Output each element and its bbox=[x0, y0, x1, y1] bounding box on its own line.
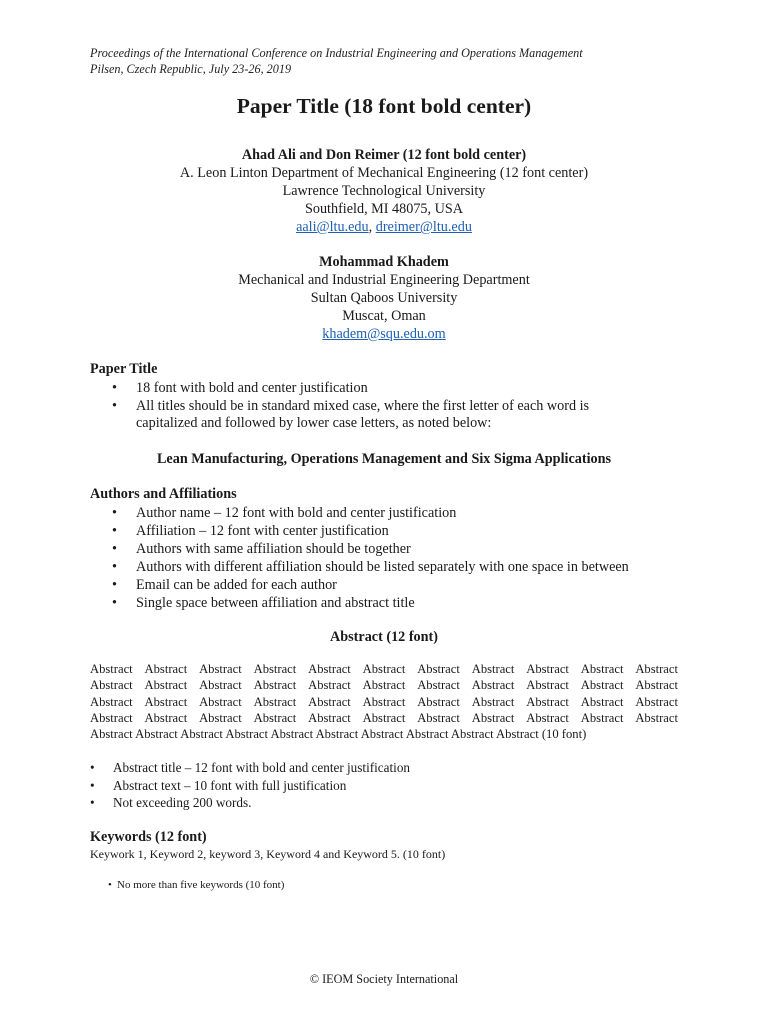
list-item: • Author name – 12 font with bold and center justification bbox=[90, 504, 710, 522]
email-link-dreimer[interactable]: dreimer@ltu.edu bbox=[375, 219, 472, 235]
authors-bullets bbox=[90, 504, 710, 612]
abstract-word: Abstract bbox=[580, 662, 624, 676]
proceedings-header bbox=[90, 45, 583, 77]
abstract-word: Abstract bbox=[580, 710, 624, 725]
abstract-word: Abstract bbox=[471, 662, 515, 676]
keywords-bullets bbox=[90, 878, 690, 892]
abstract-word: Abstract bbox=[308, 678, 351, 693]
abstract-word: Abstract bbox=[526, 694, 569, 709]
abstract-word: Abstract bbox=[144, 678, 188, 693]
author-dept-2: Mechanical and Industrial Engineering Department bbox=[238, 272, 530, 288]
email-link-khadem[interactable]: khadem@squ.edu.om bbox=[322, 326, 446, 342]
abstract-word: Abstract bbox=[90, 694, 133, 709]
abstract-word: Abstract bbox=[417, 662, 460, 676]
abstract-word: Abstract bbox=[253, 694, 297, 709]
abstract-word: Abstract bbox=[253, 710, 297, 725]
abstract-word: Abstract bbox=[253, 678, 297, 693]
abstract-word: Abstract bbox=[90, 710, 133, 725]
author-email-2 bbox=[0, 326, 768, 344]
section-heading-paper-title: Paper Title bbox=[90, 361, 158, 377]
page-footer: © IEOM Society International bbox=[309, 972, 459, 986]
list-item: • Authors with different affiliation should be listed separately with one space in between bbox=[90, 558, 710, 576]
abstract-text bbox=[90, 661, 678, 742]
paper-title: Paper Title (18 font bold center) bbox=[236, 94, 532, 118]
author-university-2: Sultan Qaboos University bbox=[310, 290, 458, 306]
abstract-row bbox=[90, 694, 678, 710]
list-item: • 18 font with bold and center justification bbox=[90, 379, 690, 397]
list-item: • Abstract text – 10 font with full justification bbox=[90, 777, 690, 795]
list-item: • No more than five keywords (10 font) bbox=[90, 878, 690, 892]
list-item: • Affiliation – 12 font with center justification bbox=[90, 522, 710, 540]
abstract-word: Abstract bbox=[144, 694, 188, 709]
author-university-1: Lawrence Technological University bbox=[282, 183, 486, 199]
abstract-last-line: Abstract Abstract Abstract Abstract Abstract Abstract Abstract Abstract Abstract Abstract (10 font) bbox=[90, 727, 587, 742]
bullet-continuation: capitalized and followed by lower case letters, as noted below: bbox=[136, 415, 492, 431]
list-item: • All titles should be in standard mixed case, where the first letter of each word is bbox=[90, 397, 690, 415]
email-separator: , bbox=[368, 219, 376, 235]
author-location-1: Southfield, MI 48075, USA bbox=[304, 201, 464, 217]
abstract-word: Abstract bbox=[635, 662, 678, 676]
abstract-word: Abstract bbox=[635, 710, 678, 725]
section-heading-authors: Authors and Affiliations bbox=[90, 486, 237, 502]
abstract-word: Abstract bbox=[199, 694, 242, 709]
abstract-word: Abstract bbox=[362, 662, 406, 676]
abstract-word: Abstract bbox=[199, 678, 242, 693]
title-example: Lean Manufacturing, Operations Management and Six Sigma Applications bbox=[156, 451, 612, 467]
header-conference: Proceedings of the International Conference on Industrial Engineering and Operations Management bbox=[90, 46, 583, 60]
abstract-row bbox=[90, 677, 678, 693]
abstract-word: Abstract bbox=[362, 694, 406, 709]
abstract-word: Abstract bbox=[417, 694, 460, 709]
email-link-aali[interactable]: aali@ltu.edu bbox=[296, 219, 369, 235]
abstract-word: Abstract bbox=[417, 710, 460, 725]
abstract-bullets bbox=[90, 759, 690, 812]
author-emails-1 bbox=[0, 219, 768, 237]
abstract-word: Abstract bbox=[199, 662, 242, 676]
list-item: • Not exceeding 200 words. bbox=[90, 794, 690, 812]
abstract-word: Abstract bbox=[144, 662, 188, 676]
abstract-row bbox=[90, 710, 678, 726]
paper-title-bullets bbox=[90, 379, 690, 415]
list-item: • Authors with same affiliation should be together bbox=[90, 540, 710, 558]
abstract-word: Abstract bbox=[526, 710, 569, 725]
author-names-1: Ahad Ali and Don Reimer (12 font bold center) bbox=[241, 147, 527, 163]
keywords-heading: Keywords (12 font) bbox=[90, 829, 207, 845]
abstract-word: Abstract bbox=[580, 694, 624, 709]
list-item: • Email can be added for each author bbox=[90, 576, 710, 594]
author-location-2: Muscat, Oman bbox=[342, 308, 426, 324]
abstract-heading: Abstract (12 font) bbox=[330, 629, 438, 645]
abstract-word: Abstract bbox=[362, 710, 406, 725]
keywords-text: Keywork 1, Keyword 2, keyword 3, Keyword 4 and Keyword 5. (10 font) bbox=[90, 847, 446, 861]
abstract-word: Abstract bbox=[471, 710, 515, 725]
abstract-word: Abstract bbox=[90, 662, 133, 676]
abstract-word: Abstract bbox=[526, 662, 569, 676]
abstract-word: Abstract bbox=[362, 678, 406, 693]
abstract-word: Abstract bbox=[308, 694, 351, 709]
abstract-word: Abstract bbox=[253, 662, 297, 676]
author-dept-1: A. Leon Linton Department of Mechanical Engineering (12 font center) bbox=[179, 165, 589, 181]
abstract-word: Abstract bbox=[580, 678, 624, 693]
abstract-word: Abstract bbox=[471, 678, 515, 693]
abstract-word: Abstract bbox=[635, 694, 678, 709]
abstract-word: Abstract bbox=[90, 678, 133, 693]
list-item: • Single space between affiliation and abstract title bbox=[90, 594, 710, 612]
abstract-word: Abstract bbox=[635, 678, 678, 693]
abstract-word: Abstract bbox=[526, 678, 569, 693]
abstract-word: Abstract bbox=[471, 694, 515, 709]
header-location-date: Pilsen, Czech Republic, July 23-26, 2019 bbox=[90, 62, 292, 76]
abstract-word: Abstract bbox=[144, 710, 188, 725]
abstract-word: Abstract bbox=[417, 678, 460, 693]
abstract-word: Abstract bbox=[308, 710, 351, 725]
author-names-2: Mohammad Khadem bbox=[319, 254, 449, 270]
abstract-word: Abstract bbox=[199, 710, 242, 725]
list-item: • Abstract title – 12 font with bold and center justification bbox=[90, 759, 690, 777]
abstract-row bbox=[90, 661, 678, 677]
abstract-word: Abstract bbox=[308, 662, 351, 676]
